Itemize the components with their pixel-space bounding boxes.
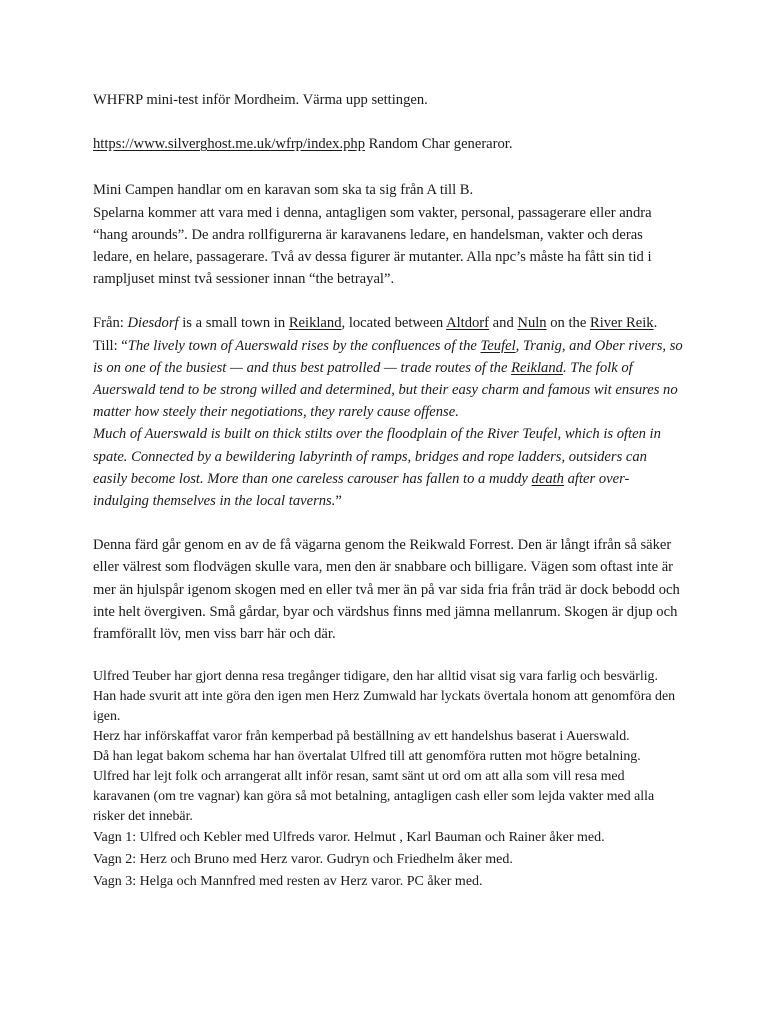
quote-text: . The folk of Auerswald tend to be strong willed and determined, but their easy charm and famous wit ensures no matter how steely their negotiations, they rarely cause offense. [93, 359, 678, 421]
spacer [93, 512, 683, 534]
to-paragraph-2 [93, 423, 683, 512]
ulfred-section [93, 667, 683, 826]
quote-text: Much of Auerswald is built on thick stilts over the floodplain of the River Teufel, which is often in spate. Connected by a bewildering labyrinth of ramps, bridges and rope ladders, outsiders can easily become lost. More than one careless carouser has fallen to a muddy [93, 426, 661, 487]
link-nuln[interactable]: Nuln [517, 315, 547, 332]
ulfred-paragraph-3: Då han legat bakom schema har han övertalat Ulfred till att genomföra rutten mot högre betalning. [93, 748, 641, 764]
quote-text: , Tranig, and Ober rivers, so is on one of the busiest — and thus best patrolled — trade routes of the [93, 337, 683, 376]
from-text: on the [546, 315, 590, 332]
quote-text: after over-indulging themselves in the local taverns. [93, 470, 630, 510]
document-title-line: WHFRP mini-test inför Mordheim. Värma upp settingen. [93, 92, 428, 108]
link-line [93, 133, 683, 155]
spacer [93, 645, 683, 667]
from-text: is a small town in [178, 315, 289, 332]
link-death[interactable]: death [531, 470, 564, 487]
wagon-list [93, 827, 683, 894]
intro-line-1: Mini Campen handlar om en karavan som ska ta sig från A till B. [93, 182, 474, 199]
wagon-1: Vagn 1: Ulfred och Kebler med Ulfreds varor. Helmut , Karl Bauman och Rainer åker med. [93, 829, 605, 845]
ulfred-paragraph-1: Ulfred Teuber har gjort denna resa tregånger tidigare, den har alltid visat sig vara farlig och besvärlig. Han hade svurit att inte göra den igen men Herz Zumwald har lyckats övertala honom att genomföra den igen. [93, 669, 676, 725]
to-paragraph [93, 335, 683, 424]
to-label: Till: “ [93, 337, 128, 354]
from-text: , located between [341, 315, 447, 332]
generator-link[interactable]: https://www.silverghost.me.uk/wfrp/index.php [93, 136, 365, 153]
quote-text: The lively town of Auerswald rises by the confluences of the [127, 337, 481, 354]
wagon-3: Vagn 3: Helga och Mannfred med resten av Herz varor. PC åker med. [93, 874, 483, 890]
spacer [93, 290, 683, 312]
link-altdorf[interactable]: Altdorf [446, 315, 490, 332]
ulfred-paragraph-4: Ulfred har lejt folk och arrangerat allt inför resan, samt sänt ut ord om att alla som vill resa med karavanen (om tre vagnar) kan göra så mot betalning, antagligen cash eller som lejda vakter med alla risker det innebär. [93, 768, 655, 824]
link-teufel[interactable]: Teufel [480, 337, 516, 354]
from-paragraph [93, 312, 683, 334]
from-label: Från: [93, 315, 128, 332]
link-river-reik[interactable]: River Reik [589, 315, 654, 332]
link-reikland-2[interactable]: Reikland [511, 359, 563, 376]
ulfred-paragraph-2: Herz har införskaffat varor från kemperbad på beställning av ett handelshus baserat i Auerswald. [93, 728, 630, 744]
wagon-2: Vagn 2: Herz och Bruno med Herz varor. Gudryn och Friedhelm åker med. [93, 851, 513, 867]
quote-end: ” [335, 493, 342, 510]
from-text: . [653, 315, 658, 332]
town-diesdorf: Diesdorf [127, 315, 179, 332]
document-page [93, 89, 683, 893]
spacer [93, 111, 683, 133]
from-text: and [489, 315, 518, 332]
link-description: Random Char generaror. [365, 136, 513, 153]
intro-paragraph: Spelarna kommer att vara med i denna, antagligen som vakter, personal, passagerare eller andra “hang arounds”. De andra rollfigurerna är karavanens ledare, en handelsman, vakter och deras ledare, en helare, passagerare. Två av dessa figurer är mutanter. Alla npc’s måste ha fått sin tid i rampljuset minst två sessioner innan “the betrayal”. [93, 204, 652, 288]
spacer [93, 155, 683, 179]
link-reikland[interactable]: Reikland [288, 315, 342, 332]
forest-paragraph: Denna färd går genom en av de få vägarna genom the Reikwald Forrest. Den är långt ifrån så säker eller välrest som flodvägen skulle vara, men den är snabbare och billigare. Vägen som oftast inte är mer än hjulspår igenom skogen med en eller två mer än på var sida fria från träd är dock bebodd och inte helt övergiven. Små gårdar, byar och värdshus finns med jämna mellanrum. Skogen är djup och framförallt löv, men viss barr här och där. [93, 537, 680, 643]
